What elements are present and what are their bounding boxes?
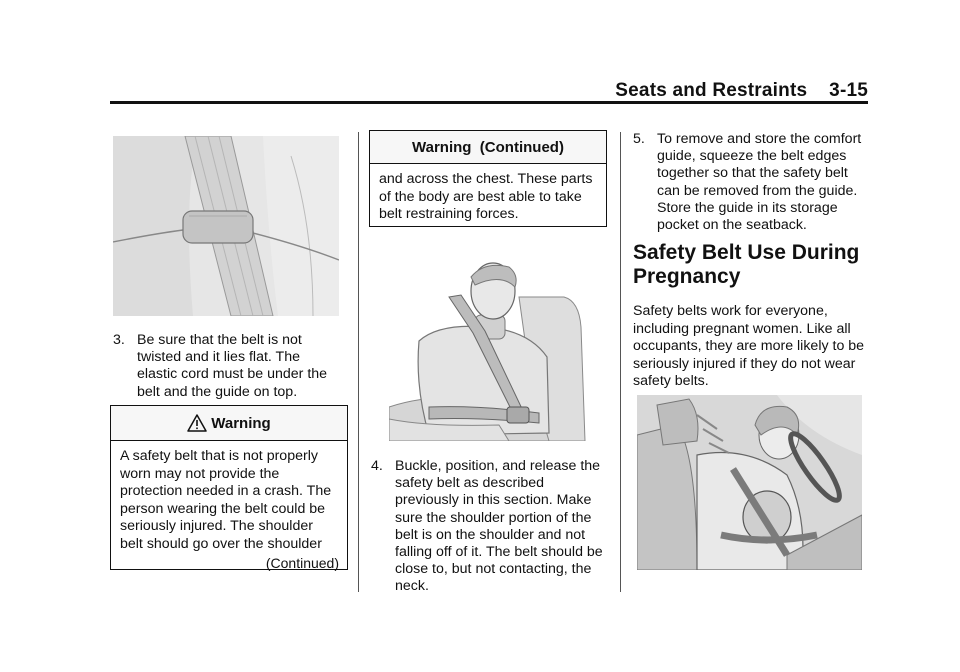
seated-occupant-illustration: [389, 257, 587, 441]
step-text: Be sure that the belt is not twisted and it lies flat. The elastic cord must be under the belt and the guide on top.: [137, 332, 328, 400]
warning-continued-body: and across the chest. These parts of the body are best able to take belt restraining forces.: [379, 171, 593, 223]
section-heading: Safety Belt Use During Pregnancy: [633, 241, 860, 288]
step-text: Buckle, position, and release the safety belt as described previously in this section. Make sure the shoulder portion of the belt is on the shoulder and not falling off of it. The belt should be close to, but not contacting, the neck.: [395, 458, 603, 595]
step-number: 4.: [371, 458, 383, 474]
step-3: [113, 332, 343, 401]
warning-header: [111, 406, 347, 441]
column-divider-2: [620, 132, 621, 592]
section-title: Seats and Restraints: [615, 80, 808, 101]
step-number: 5.: [633, 131, 645, 147]
header-rule: [110, 101, 868, 104]
warning-title: Warning: [211, 414, 271, 432]
warning-triangle-icon: [187, 414, 207, 432]
step-text: To remove and store the comfort guide, squeeze the belt edges together so that the safety belt can be removed from the guide. Store the guide in its storage pocket on the seatback.: [657, 131, 862, 234]
warning-text: A safety belt that is not properly worn may not provide the protection needed in a crash. The person wearing the belt could be seriously injured. The shoulder belt should go over the shoulder: [120, 448, 332, 552]
page-number: 3-15: [829, 80, 868, 101]
warning-continued-title: Warning (Continued): [412, 138, 564, 156]
step-5: [633, 131, 869, 234]
step-4: [371, 458, 609, 596]
pregnant-driver-illustration: [637, 395, 862, 570]
step-number: 3.: [113, 332, 125, 348]
warning-box: [110, 405, 348, 570]
continued-label: (Continued): [265, 554, 339, 571]
warning-body: [111, 441, 347, 577]
page-header: [615, 80, 868, 102]
warning-continued-header: [370, 131, 606, 164]
pregnancy-paragraph: Safety belts work for everyone, including pregnant women. Like all occupants, they are more likely to be seriously injured if they do not wear safety belts.: [633, 303, 865, 390]
column-divider-1: [358, 132, 359, 592]
belt-guide-illustration: [113, 136, 339, 316]
warning-continued-box: [369, 130, 607, 227]
